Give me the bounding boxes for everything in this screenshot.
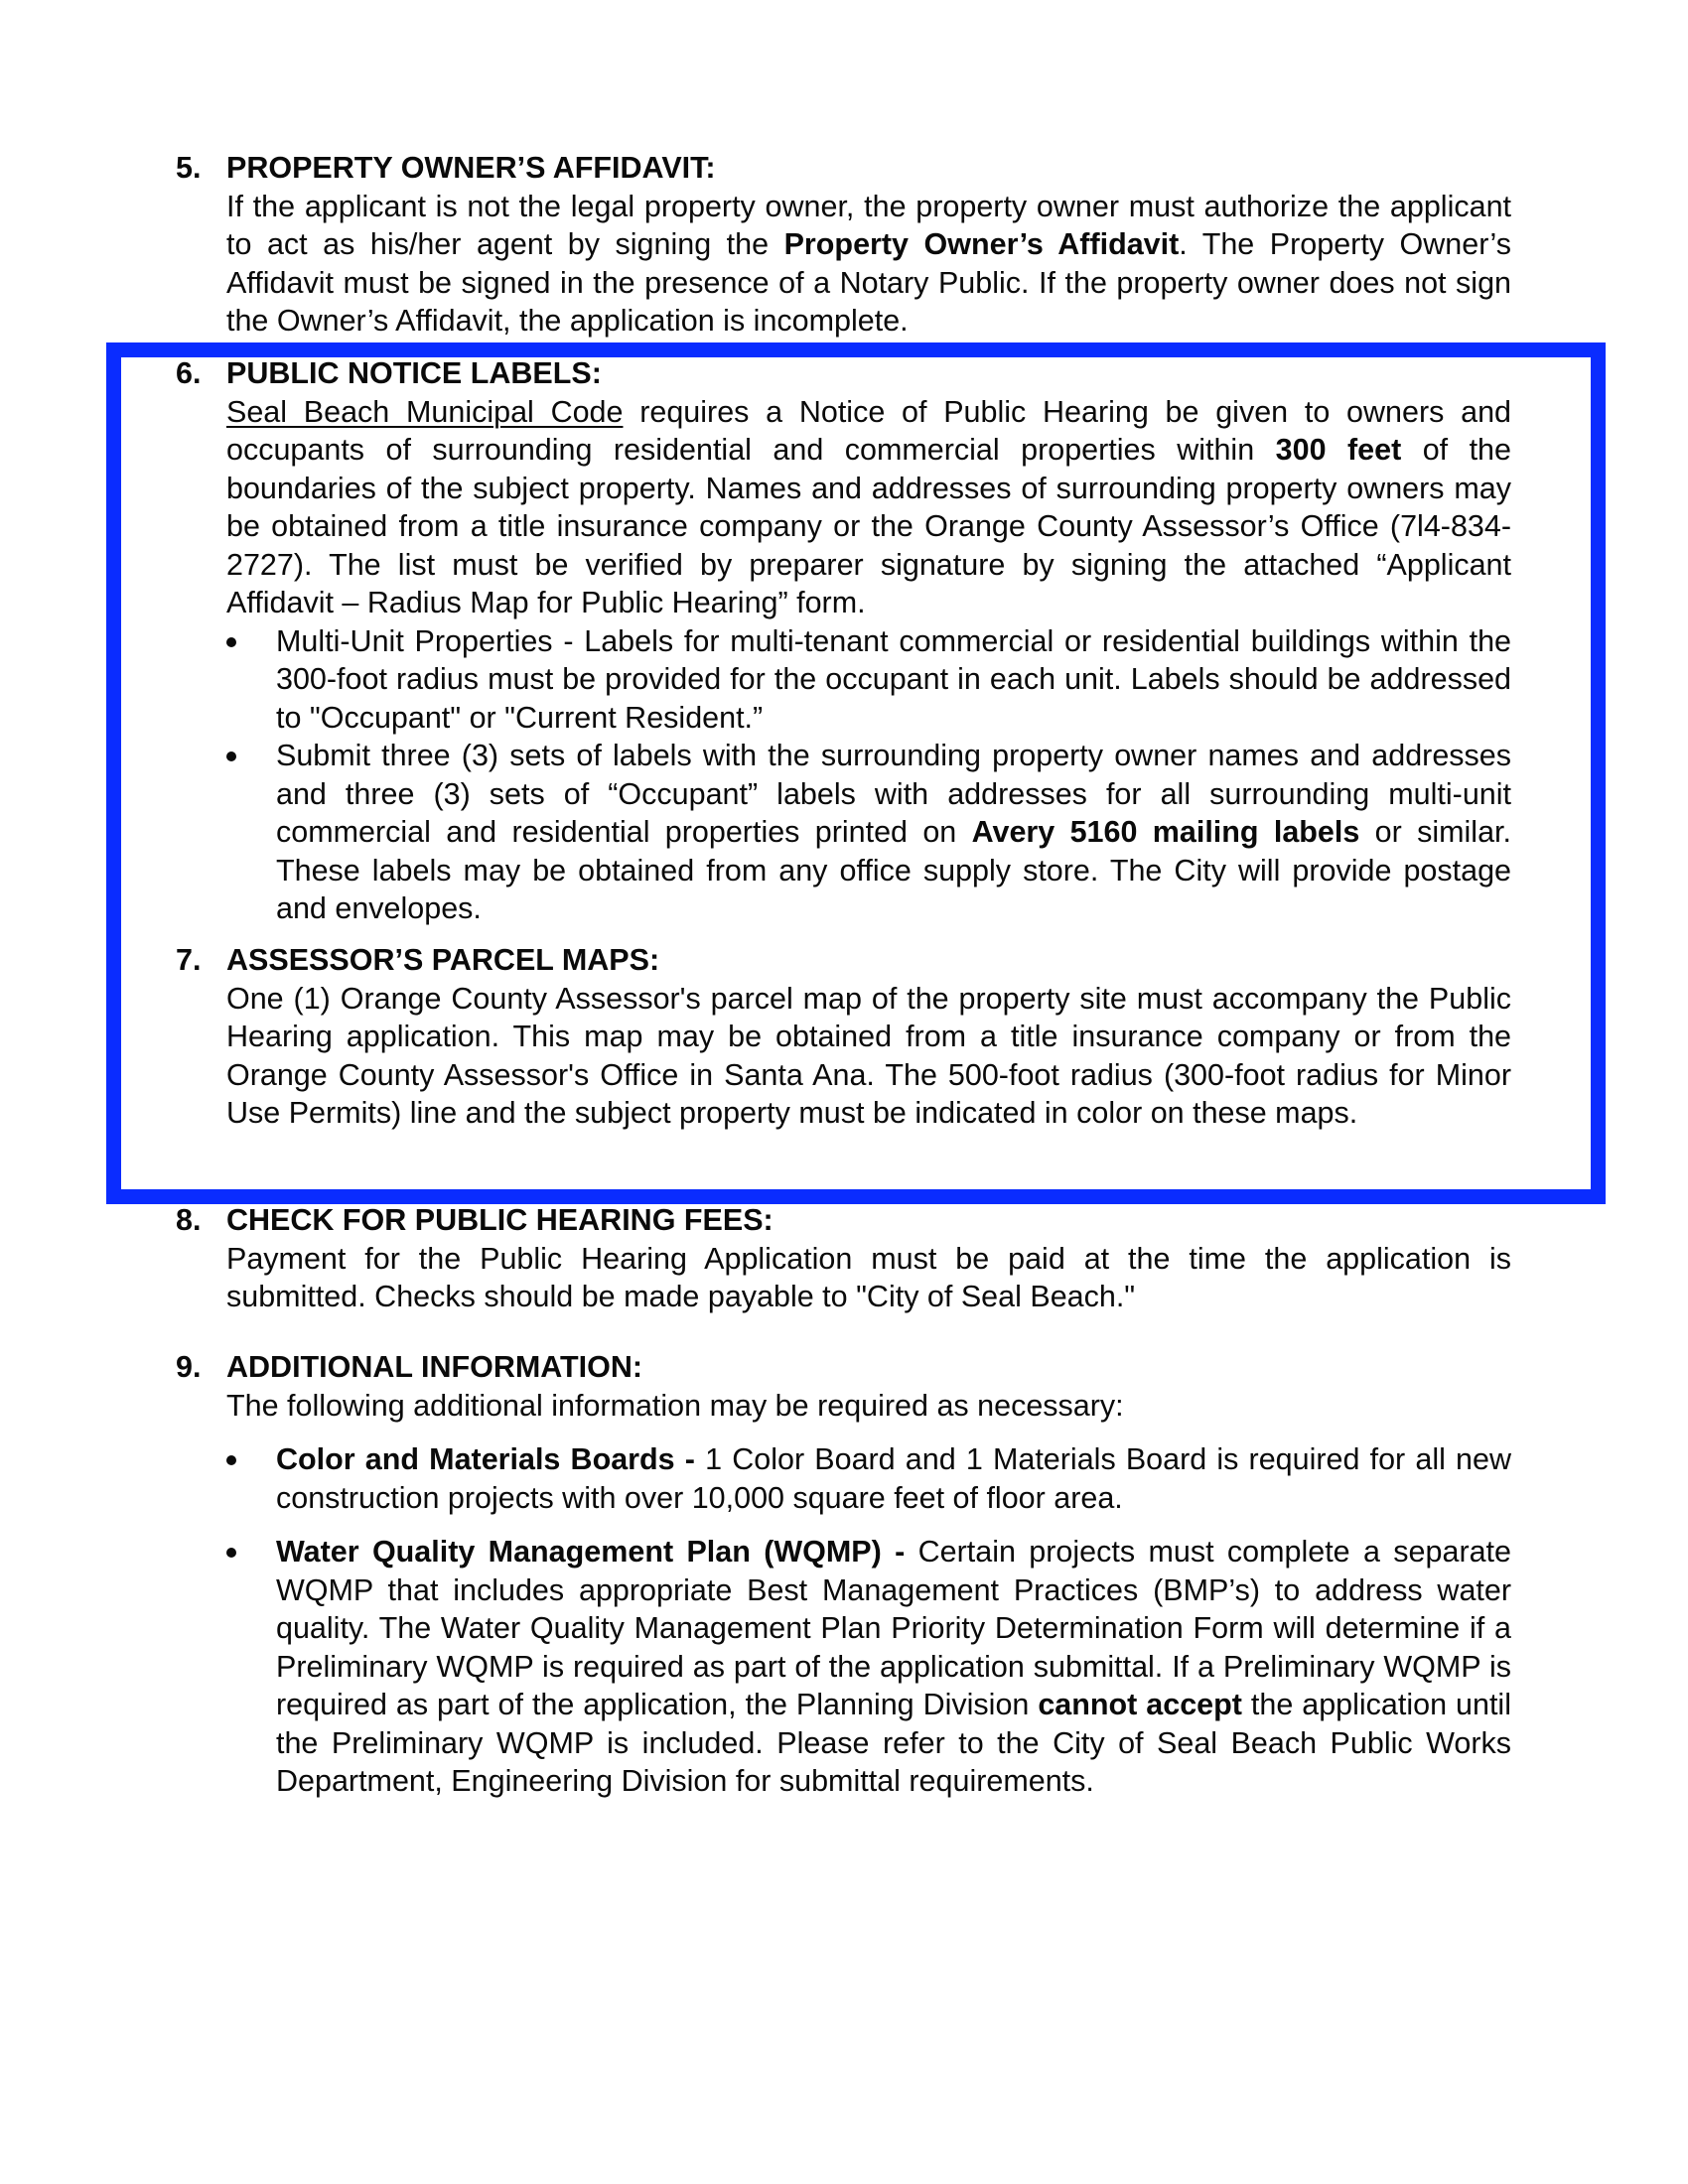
bold-text: cannot accept (1038, 1688, 1242, 1721)
body-text: One (1) Orange County Assessor's parcel map of the property site must accompany the Public Hearing application. This map may be obtained from a title insurance company or from the Orange County Assessor's Office in Santa Ana. The 500-foot radius (300-foot radius for Minor Use Permits) line and the subject property must be indicated in color on these maps. (226, 981, 1511, 1130)
section-title: PUBLIC NOTICE LABELS: (226, 356, 602, 390)
section-number: 9. (176, 1350, 202, 1384)
section-number: 8. (176, 1203, 202, 1237)
list-item (226, 622, 1511, 738)
section-9-additional-information (176, 1348, 1511, 1801)
section-title: ADDITIONAL INFORMATION: (226, 1350, 643, 1384)
bullet-list (226, 622, 1511, 928)
body-text: of the boundaries of the subject property. Names and addresses of surrounding property owners may be obtained from a title insurance company or the Orange County Assessor’s Office (7l4-834-2727). The list must be verified by preparer signature by signing the attached “Applicant Affidavit – Radius Map for Public Hearing” form. (226, 433, 1511, 619)
body-text: requires a Notice of Public Hearing be given to owners and occupants of surrounding residential and commercial properties within (226, 394, 1511, 467)
section-7-assessors-parcel-maps (176, 941, 1511, 1133)
section-body (226, 393, 1511, 622)
list-item (226, 1533, 1511, 1801)
list-item (226, 737, 1511, 928)
list-item-text: Certain projects must complete a separate WQMP that includes appropriate Best Management Practices (BMP’s) to address water quality. The Water Quality Management Plan Priority Determination Form will determine if a Preliminary WQMP is required as part of the application submittal. If a Preliminary WQMP is required as part of the application, the Planning Division (276, 1535, 1511, 1721)
list-item-text: 1 Color Board and 1 Materials Board is required for all new construction projects with over 10,000 square feet of floor area. (276, 1442, 1511, 1515)
section-heading (176, 1348, 1511, 1387)
section-8-public-hearing-fees (176, 1201, 1511, 1316)
body-text: Payment for the Public Hearing Application must be paid at the time the application is submitted. Checks should be made payable to "City of Seal Beach." (226, 1241, 1511, 1313)
body-text: . The Property Owner’s Affidavit must be signed in the presence of a Notary Public. If the property owner does not sign the Owner’s Affidavit, the application is incomplete. (226, 227, 1511, 338)
section-body (226, 980, 1511, 1133)
list-item (226, 1440, 1511, 1517)
section-number: 5. (176, 151, 202, 185)
bold-text: Property Owner’s Affidavit (783, 227, 1180, 261)
section-body (226, 188, 1511, 341)
bullet-icon (226, 1455, 236, 1465)
bold-text: Water Quality Management Plan (WQMP) - (276, 1535, 906, 1569)
section-heading (176, 941, 1511, 980)
body-text: If the applicant is not the legal property owner, the property owner must authorize the applicant to act as his/her agent by signing the (226, 189, 1511, 261)
section-5-property-owners-affidavit (176, 149, 1511, 341)
list-item-text: Multi-Unit Properties - Labels for multi-tenant commercial or residential buildings within the 300-foot radius must be provided for the occupant in each unit. Labels should be addressed to "Occupant" or "Current Resident.” (276, 623, 1511, 735)
body-text: The following additional information may be required as necessary: (226, 1388, 1124, 1423)
bold-text: 300 feet (1275, 433, 1402, 467)
section-body (226, 1387, 1511, 1426)
section-title: PROPERTY OWNER’S AFFIDAVIT: (226, 151, 716, 185)
bullet-icon (226, 637, 236, 647)
section-6-public-notice-labels (176, 354, 1511, 928)
section-title: ASSESSOR’S PARCEL MAPS: (226, 943, 660, 977)
section-number: 7. (176, 943, 202, 977)
section-number: 6. (176, 356, 202, 390)
section-body (226, 1240, 1511, 1316)
bullet-list (226, 1440, 1511, 1801)
section-heading (176, 354, 1511, 393)
section-heading (176, 1201, 1511, 1240)
list-item-text: Submit three (3) sets of labels with the surrounding property owner names and addresses and three (3) sets of “Occupant” labels with addresses for all surrounding multi-unit commercial and residential properties printed on (276, 739, 1511, 849)
bold-text: Avery 5160 mailing labels (971, 815, 1360, 849)
list-item-text: the application until the Preliminary WQMP is included. Please refer to the City of Seal Beach Public Works Department, Engineering Division for submittal requirements. (276, 1688, 1511, 1798)
section-heading (176, 149, 1511, 188)
bold-text: Color and Materials Boards - (276, 1442, 695, 1476)
section-title: CHECK FOR PUBLIC HEARING FEES: (226, 1203, 774, 1237)
list-item-text: or similar. These labels may be obtained from any office supply store. The City will provide postage and envelopes. (276, 815, 1511, 925)
municipal-code-link[interactable]: Seal Beach Municipal Code (226, 394, 624, 429)
bullet-icon (226, 751, 236, 761)
bullet-icon (226, 1548, 236, 1558)
